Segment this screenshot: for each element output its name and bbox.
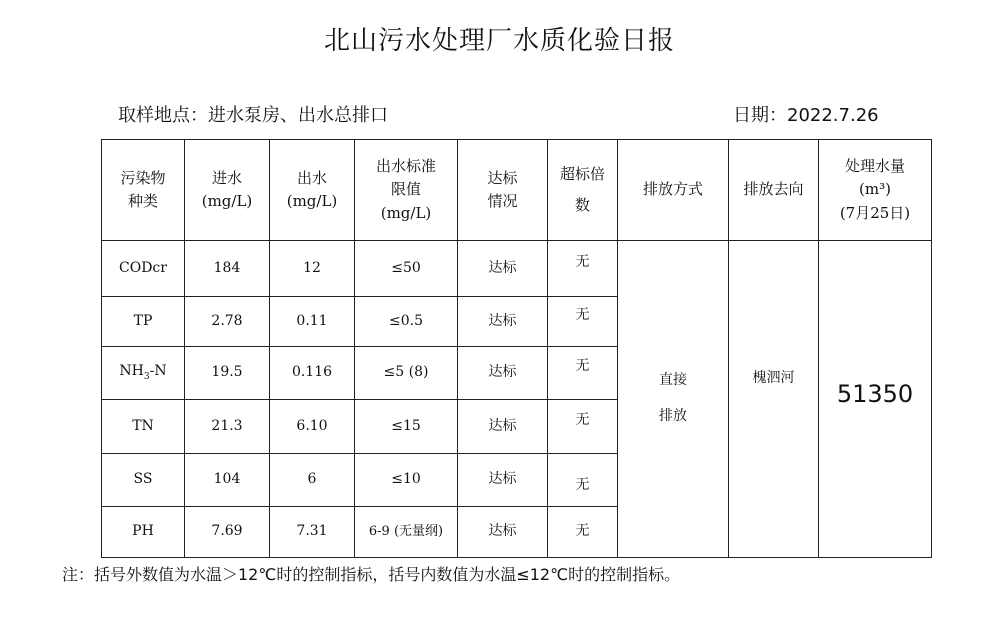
header-influent-line1: 进水 [211, 168, 242, 187]
pollutant-cell: PH [102, 507, 185, 558]
pollutant-tail: -N [149, 363, 167, 380]
pollutant-cell: SS [102, 454, 185, 507]
effluent-cell: 0.11 [270, 297, 355, 347]
header-volume-line1: 处理水量 [844, 157, 905, 176]
treated-volume-value: 51350 [836, 380, 914, 409]
discharge-method-line2: 排放 [659, 408, 687, 424]
influent-cell: 104 [185, 454, 270, 507]
footnote: 注：括号外数值为水温＞12℃时的控制指标，括号内数值为水温≤12℃时的控制指标。 [62, 565, 681, 584]
compliance-cell: 达标 [458, 297, 548, 347]
standard-cell: ≤50 [355, 241, 458, 297]
pollutant-cell: TN [102, 400, 185, 454]
exceed-cell [548, 297, 618, 347]
exceed-value: 无 [575, 306, 590, 323]
effluent-cell: 0.116 [270, 347, 355, 400]
header-discharge-destination: 排放去向 [729, 140, 819, 241]
discharge-destination-value: 槐泗河 [752, 370, 795, 387]
compliance-cell: 达标 [458, 454, 548, 507]
header-pollutant-line2: 种类 [127, 192, 158, 210]
standard-cell: ≤10 [355, 454, 458, 507]
header-volume-line3: (7月25日) [839, 203, 911, 222]
sampling-location: 取样地点：进水泵房、出水总排口 [118, 105, 388, 126]
pollutant-main: NH [119, 363, 144, 380]
header-discharge-method: 排放方式 [618, 140, 729, 241]
header-standard-line3: (mg/L) [380, 203, 432, 222]
standard-cell: ≤5 (8) [355, 347, 458, 400]
exceed-cell [548, 241, 618, 297]
exceed-cell [548, 454, 618, 507]
header-standard-line2: 限值 [390, 180, 421, 199]
influent-cell: 184 [185, 241, 270, 297]
header-effluent-line1: 出水 [296, 168, 327, 187]
header-effluent-line2: (mg/L) [286, 192, 338, 210]
header-exceed-line2: 数 [574, 196, 590, 214]
header-influent-line2: (mg/L) [201, 192, 253, 210]
exceed-value: 无 [575, 358, 590, 375]
exceed-cell [548, 507, 618, 558]
discharge-destination-cell [729, 241, 819, 558]
header-pollutant-line1: 污染物 [120, 168, 166, 187]
exceed-value: 无 [575, 477, 590, 494]
treated-volume-cell [819, 241, 932, 558]
exceed-cell [548, 347, 618, 400]
discharge-method-line1: 直接 [659, 372, 687, 389]
exceed-cell [548, 400, 618, 454]
table-row [102, 241, 932, 297]
influent-cell: 19.5 [185, 347, 270, 400]
header-volume-line2: (m³) [859, 180, 891, 199]
report-date: 日期：2022.7.26 [733, 105, 879, 126]
water-quality-table [101, 139, 932, 558]
compliance-cell: 达标 [458, 400, 548, 454]
influent-cell: 21.3 [185, 400, 270, 454]
header-treated-volume [819, 140, 932, 241]
exceed-value: 无 [575, 411, 590, 428]
effluent-cell: 6 [270, 454, 355, 507]
exceed-value: 无 [575, 253, 590, 270]
effluent-cell: 12 [270, 241, 355, 297]
header-influent [185, 140, 270, 241]
compliance-cell: 达标 [458, 347, 548, 400]
compliance-cell: 达标 [458, 241, 548, 297]
pollutant-cell: TP [102, 297, 185, 347]
header-compliance-line1: 达标 [487, 168, 518, 187]
header-pollutant [102, 140, 185, 241]
pollutant-cell [102, 347, 185, 400]
pollutant-cell: CODcr [102, 241, 185, 297]
effluent-cell: 7.31 [270, 507, 355, 558]
header-standard-line1: 出水标准 [375, 157, 436, 176]
pollutant-subscript: 3 [143, 371, 150, 382]
effluent-cell: 6.10 [270, 400, 355, 454]
header-exceed-line1: 超标倍 [559, 164, 605, 183]
header-standard [355, 140, 458, 241]
header-compliance [458, 140, 548, 241]
table-header-row [102, 140, 932, 241]
standard-cell: 6-9 (无量纲) [355, 507, 458, 558]
influent-cell: 7.69 [185, 507, 270, 558]
discharge-method-cell [618, 241, 729, 558]
influent-cell: 2.78 [185, 297, 270, 347]
report-title: 北山污水处理厂水质化验日报 [323, 26, 675, 56]
standard-cell: ≤15 [355, 400, 458, 454]
header-exceed-multiple [548, 140, 618, 241]
compliance-cell: 达标 [458, 507, 548, 558]
standard-cell: ≤0.5 [355, 297, 458, 347]
header-effluent [270, 140, 355, 241]
exceed-value: 无 [575, 523, 590, 540]
header-compliance-line2: 情况 [487, 192, 518, 210]
